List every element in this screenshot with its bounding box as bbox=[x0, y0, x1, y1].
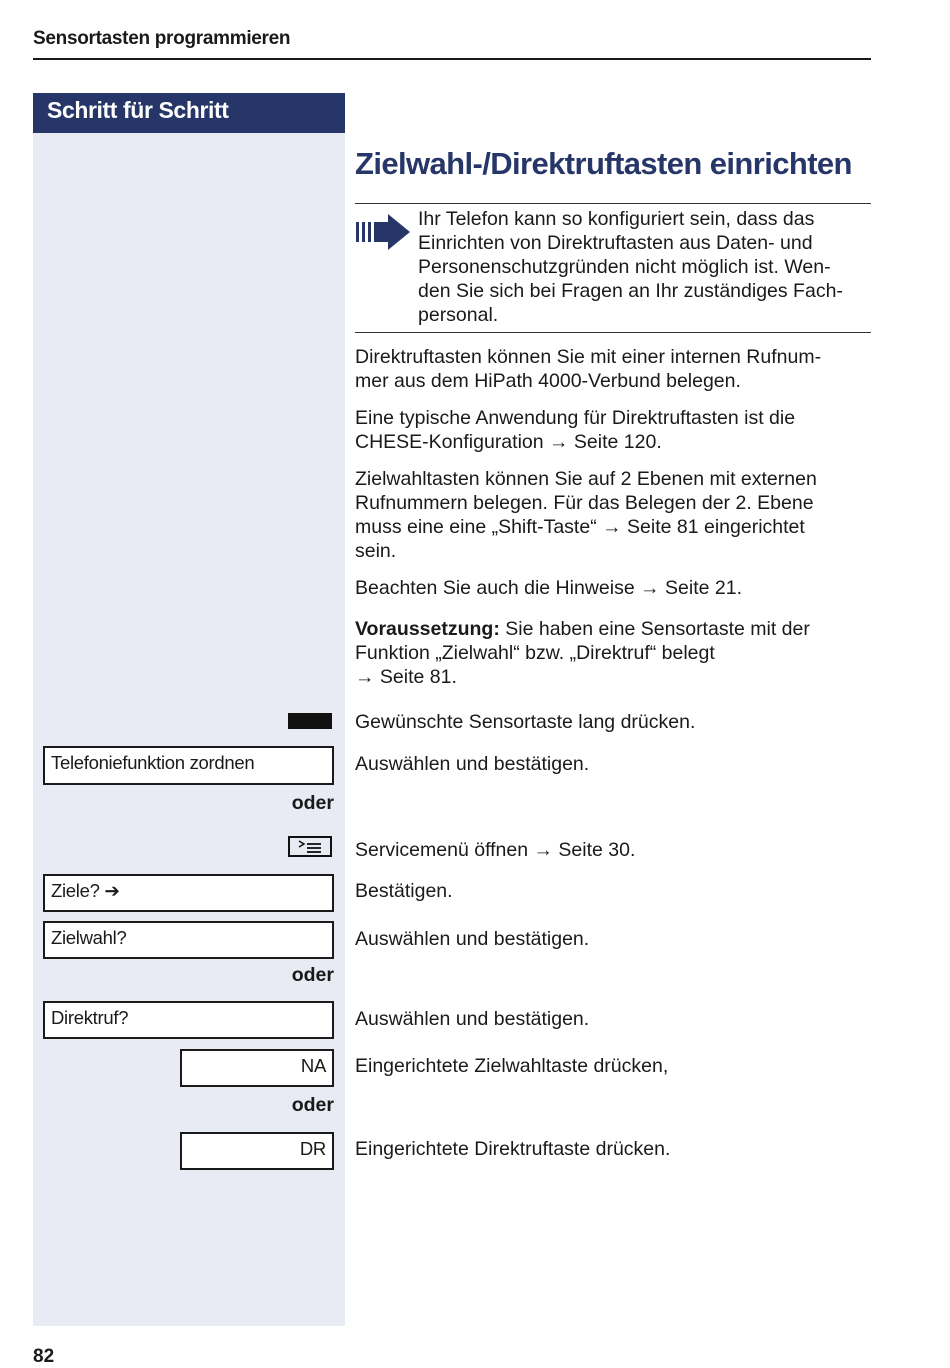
prerequisite-text: Funktion „Zielwahl“ bzw. „Direktruf“ belegt bbox=[355, 642, 715, 664]
oder-label: oder bbox=[291, 792, 334, 814]
key-dr: DR bbox=[180, 1132, 334, 1170]
running-header: Sensortasten programmieren bbox=[33, 28, 291, 49]
step-action: Gewünschte Sensortaste lang drücken. bbox=[355, 711, 696, 733]
paragraph-line: Direktruftasten können Sie mit einer internen Rufnum- bbox=[355, 346, 822, 368]
note-line: Personenschutzgründen nicht möglich ist. Wen- bbox=[418, 256, 831, 278]
paragraph bbox=[355, 576, 871, 600]
note-line: den Sie sich bei Fragen an Ihr zuständiges Fach- bbox=[418, 280, 843, 302]
step-action: Auswählen und bestätigen. bbox=[355, 928, 590, 950]
oder-label: oder bbox=[291, 1094, 334, 1116]
header-rule bbox=[33, 58, 871, 60]
paragraph-line: sein. bbox=[355, 540, 397, 562]
note-line: Ihr Telefon kann so konfiguriert sein, dass das bbox=[418, 208, 815, 230]
step-action: Auswählen und bestätigen. bbox=[355, 753, 590, 775]
paragraph-line: Eine typische Anwendung für Direktruftasten ist die bbox=[355, 407, 796, 429]
display-option-direktruf: Direktruf? bbox=[43, 1001, 334, 1039]
note-top-rule bbox=[355, 203, 871, 204]
step-action: Eingerichtete Direktruftaste drücken. bbox=[355, 1138, 671, 1160]
sensor-key-icon bbox=[288, 713, 332, 729]
key-na: NA bbox=[180, 1049, 334, 1087]
paragraph-line: CHESE-Konfiguration → Seite 120. bbox=[355, 431, 662, 453]
prerequisite-label: Voraussetzung: bbox=[355, 618, 500, 640]
step-action: Eingerichtete Zielwahltaste drücken, bbox=[355, 1055, 669, 1077]
display-option-zielwahl: Zielwahl? bbox=[43, 921, 334, 959]
prerequisite-link: → Seite 81. bbox=[355, 666, 457, 688]
note-line: Einrichten von Direktruftasten aus Daten- und bbox=[418, 232, 813, 254]
prerequisite bbox=[355, 617, 871, 689]
arrow-note-icon bbox=[355, 210, 411, 250]
paragraph-line: Beachten Sie auch die Hinweise → Seite 21. bbox=[355, 577, 742, 599]
paragraph bbox=[355, 345, 871, 393]
page-number: 82 bbox=[33, 1346, 55, 1367]
step-action: Auswählen und bestätigen. bbox=[355, 1008, 590, 1030]
prerequisite-text: Sie haben eine Sensortaste mit der bbox=[499, 618, 810, 640]
paragraph-line: Zielwahltasten können Sie auf 2 Ebenen mit externen bbox=[355, 468, 817, 490]
display-option-telefoniefunktion: Telefoniefunktion zordnen bbox=[43, 746, 334, 785]
step-action: Servicemenü öffnen → Seite 30. bbox=[355, 839, 636, 861]
note-text bbox=[418, 207, 873, 327]
step-action: Bestätigen. bbox=[355, 880, 453, 902]
note-line: personal. bbox=[418, 304, 499, 326]
paragraph bbox=[355, 467, 871, 563]
paragraph-line: muss eine eine „Shift-Taste“ → Seite 81 eingerichtet bbox=[355, 516, 805, 538]
paragraph bbox=[355, 406, 871, 454]
paragraph-line: Rufnummern belegen. Für das Belegen der 2. Ebene bbox=[355, 492, 814, 514]
menu-key-icon bbox=[288, 836, 332, 857]
section-title: Zielwahl-/Direktruftasten einrichten bbox=[355, 146, 852, 181]
oder-label: oder bbox=[291, 964, 334, 986]
paragraph-line: mer aus dem HiPath 4000-Verbund belegen. bbox=[355, 370, 741, 392]
note-bottom-rule bbox=[355, 332, 871, 333]
display-option-ziele: Ziele? ➔ bbox=[43, 874, 334, 912]
sidebar-title: Schritt für Schritt bbox=[33, 93, 345, 133]
